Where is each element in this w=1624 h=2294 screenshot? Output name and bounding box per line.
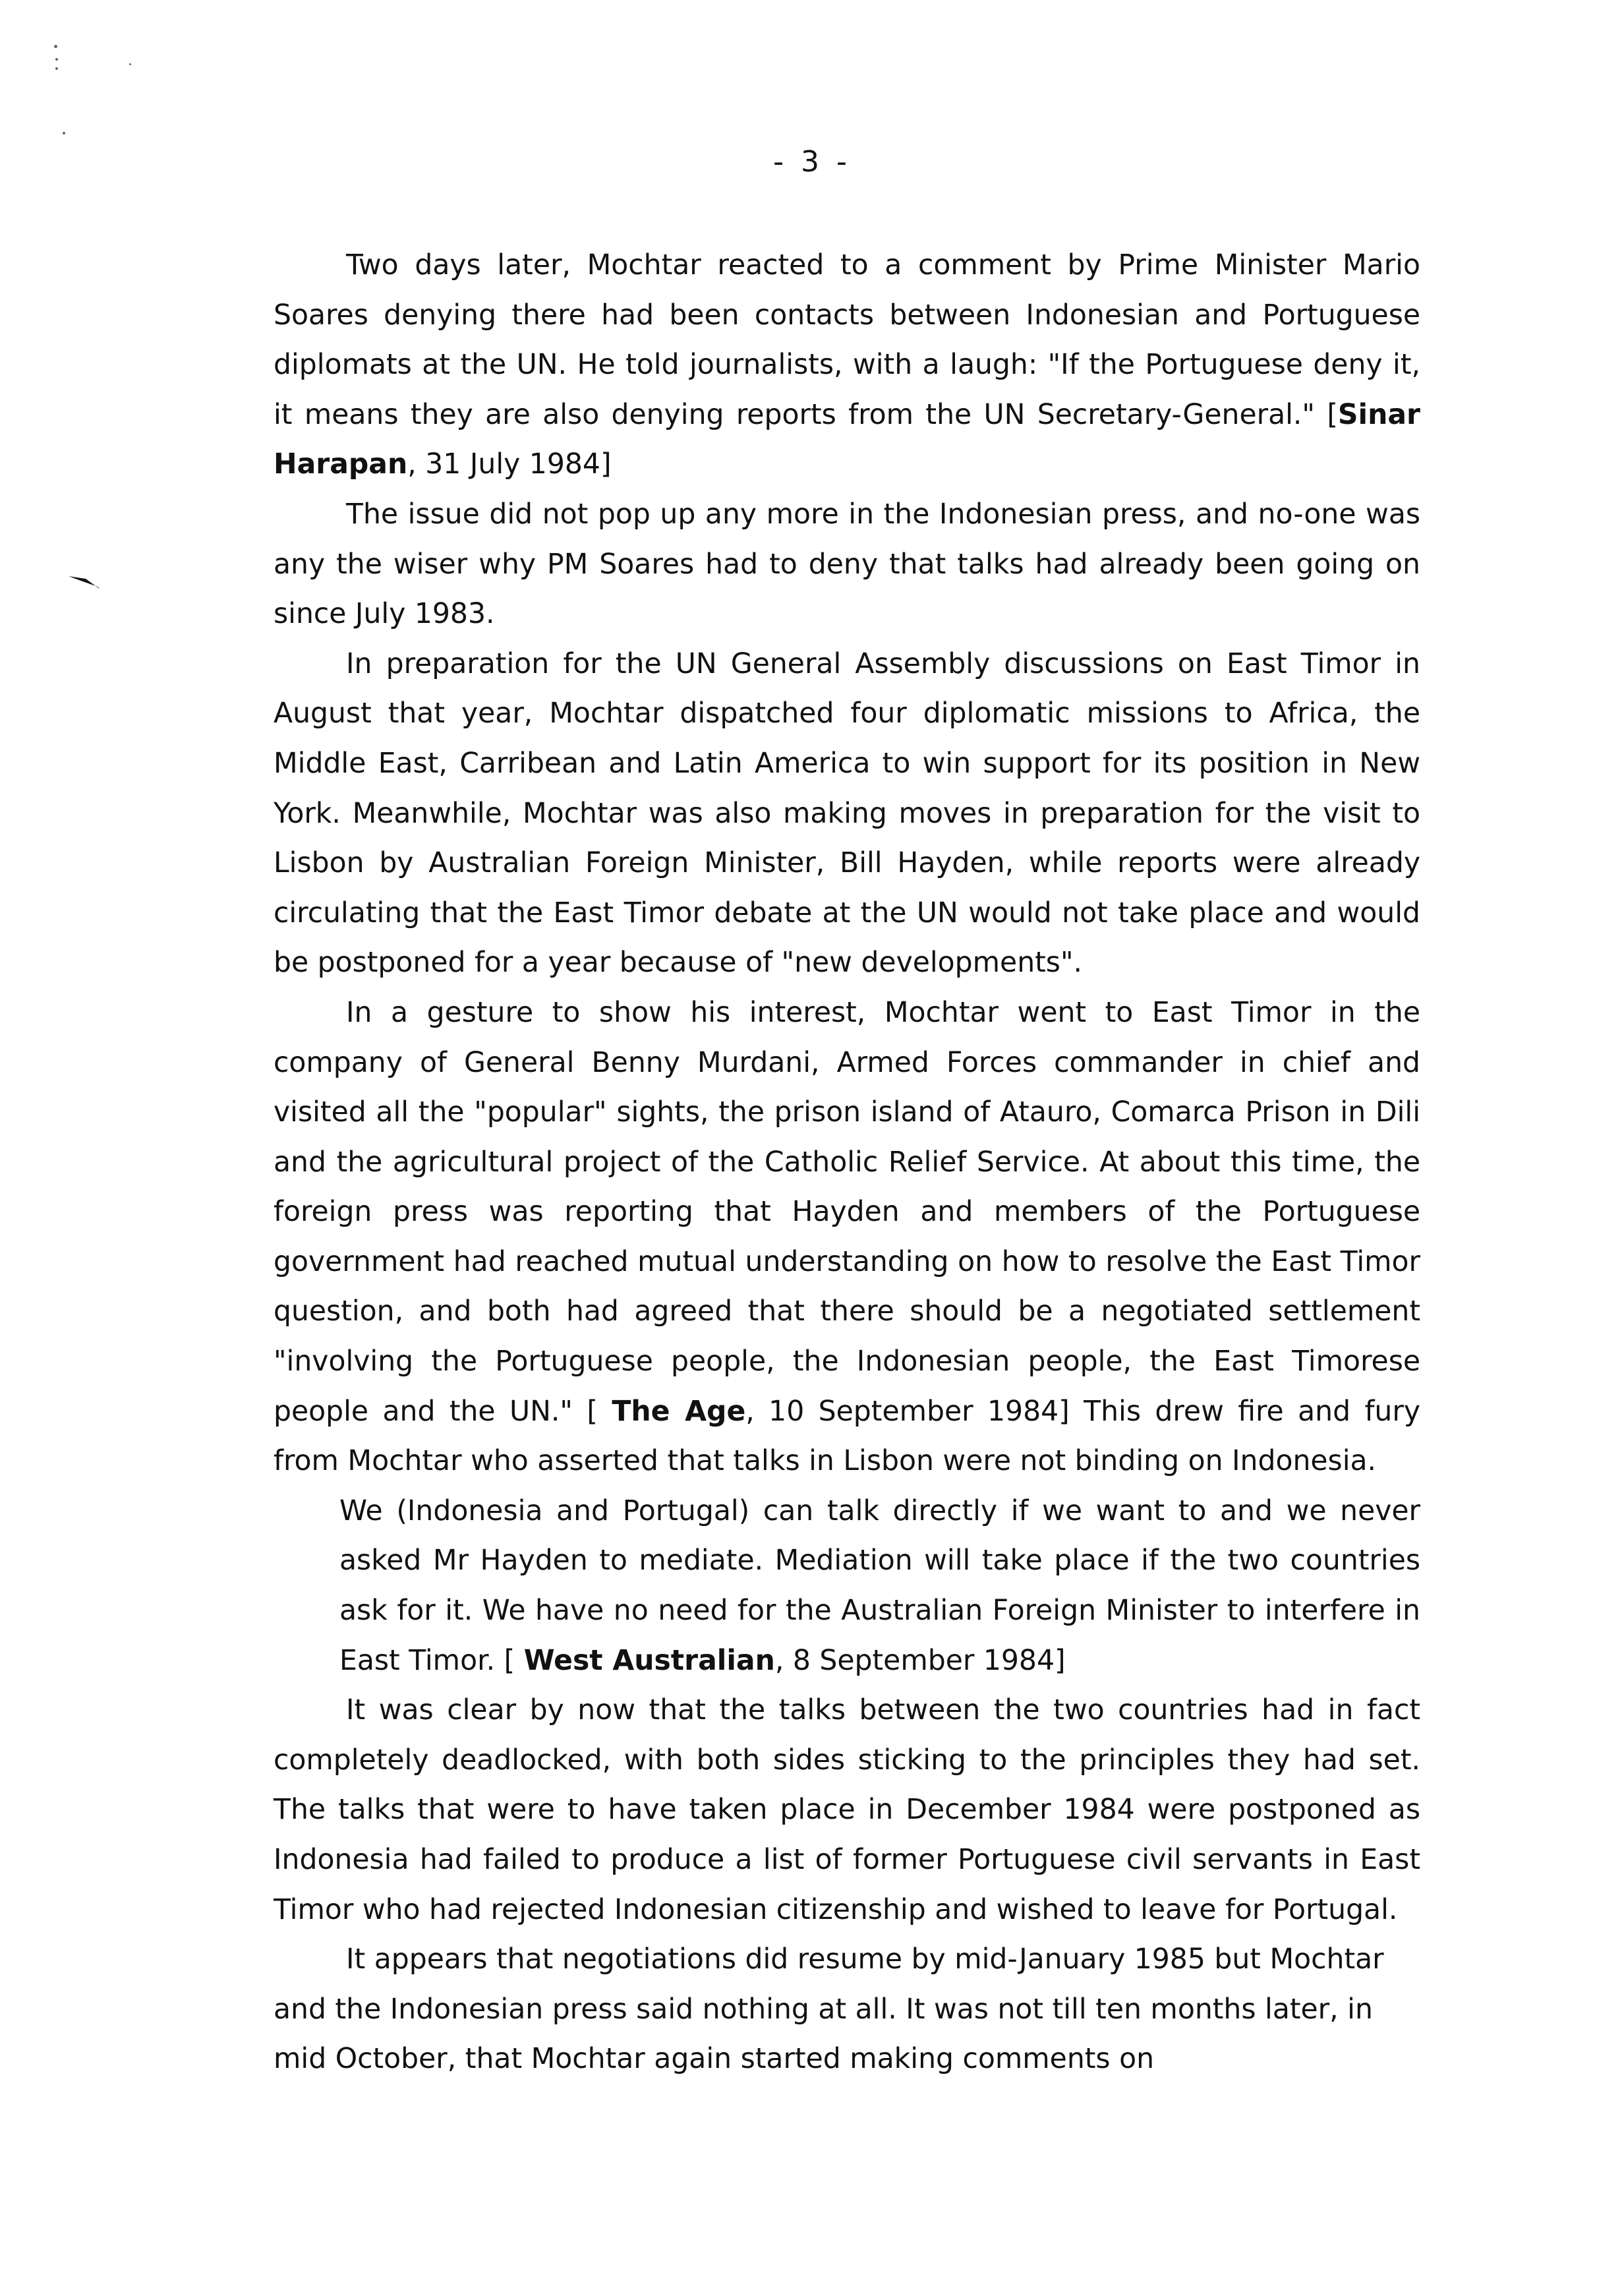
document-body: [274, 241, 1420, 2084]
scan-speck: [129, 63, 131, 65]
paragraph: It was clear by now that the talks between the two countries had in fact completely deadlocked, with both sides sticking to the principles they had set. The talks that were to have taken place in December 1984 were postponed as Indonesia had failed to produce a list of former Portuguese civil servants in East Timor who had rejected Indonesian citizenship and wished to leave for Portugal.: [274, 1694, 1420, 1926]
source-citation: The Age: [612, 1395, 746, 1428]
paragraph: It appears that negotiations did resume by mid-January 1985 but Mochtar and the Indonesian press said nothing at all. It was not till ten months later, in mid October, that Mochtar again started making comments on: [274, 1943, 1384, 2076]
page-number: - 3 -: [773, 145, 851, 179]
source-citation: West Australian: [523, 1644, 775, 1677]
paragraph: Two days later, Mochtar reacted to a comment by Prime Minister Mario Soares denying there had been contacts between Indonesian and Portuguese diplomats at the UN. He told journalists, with a laugh: "If the Portuguese deny it, it means they are also denying reports from the UN Secretary-General." [Sinar Harapan, 31 July 1984]: [274, 249, 1420, 481]
scan-speck: [55, 58, 58, 61]
scan-speck: [63, 132, 65, 134]
paragraph: The issue did not pop up any more in the Indonesian press, and no-one was any the wiser why PM Soares had to deny that talks had already been going on since July 1983.: [274, 498, 1420, 631]
source-citation: Sinar Harapan: [274, 398, 1420, 481]
scan-speck: [54, 45, 57, 48]
paragraph: In a gesture to show his interest, Mochtar went to East Timor in the company of General Benny Murdani, Armed Forces commander in chief and visited all the "popular" sights, the prison island of Atauro, Comarca Prison in Dili and the agricultural project of the Catholic Relief Service. At about this time, the foreign press was reporting that Hayden and members of the Portuguese government had reached mutual understanding on how to resolve the East Timor question, and both had agreed that there should be a negotiated settlement "involving the Portuguese people, the Indonesian people, the East Timorese people and the UN." [ The Age, 10 September 1984] This drew fire and fury from Mochtar who asserted that talks in Lisbon were not binding on Indonesia.: [274, 996, 1420, 1478]
block-quote: We (Indonesia and Portugal) can talk directly if we want to and we never asked Mr Hayden to mediate. Mediation will take place if the two countries ask for it. We have no need for the Australian Foreign Minister to interfere in East Timor. [ West Australian, 8 September 1984]: [339, 1494, 1420, 1677]
margin-arrow-icon: [66, 567, 119, 600]
scan-speck: [55, 67, 58, 70]
paragraph: In preparation for the UN General Assembly discussions on East Timor in August that year, Mochtar dispatched four diplomatic missions to Africa, the Middle East, Carribean and Latin America to win support for its position in New York. Meanwhile, Mochtar was also making moves in preparation for the visit to Lisbon by Australian Foreign Minister, Bill Hayden, while reports were already circulating that the East Timor debate at the UN would not take place and would be postponed for a year because of "new developments".: [274, 647, 1420, 980]
